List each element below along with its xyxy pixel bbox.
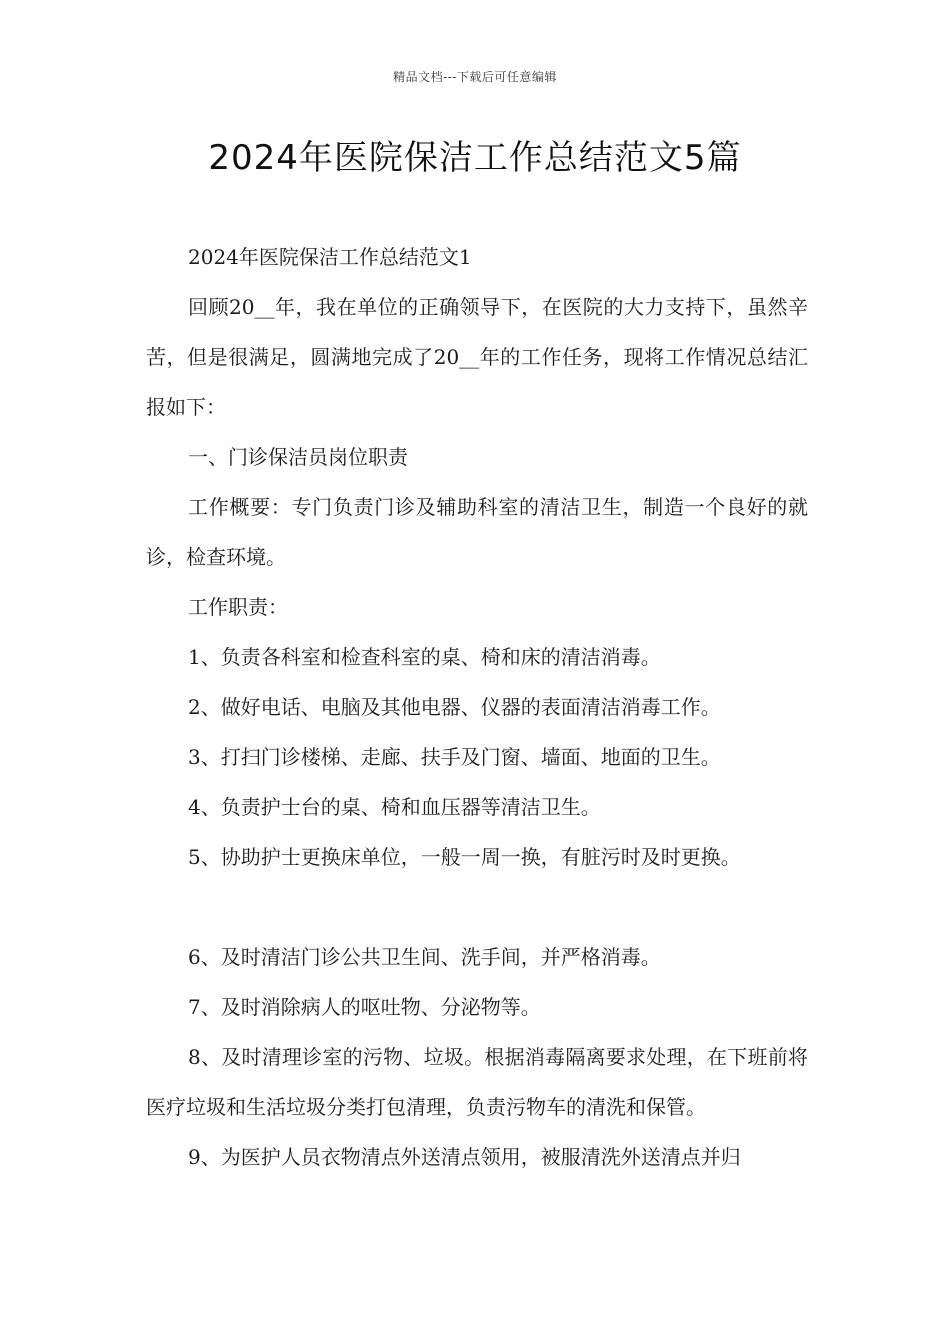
duty-item: 2、做好电话、电脑及其他电器、仪器的表面清洁消毒工作。 — [188, 695, 721, 719]
section-heading: 2024年医院保洁工作总结范文1 — [188, 245, 472, 269]
duty-item: 8、及时清理诊室的污物、垃圾。根据消毒隔离要求处理，在下班前将医疗垃圾和生活垃圾分类打包清理，负责污物车的清洗和保管。 — [146, 1045, 808, 1119]
paragraph-overview: 工作概要：专门负责门诊及辅助科室的清洁卫生，制造一个良好的就诊，检查环境。 — [146, 495, 808, 569]
duty-item: 5、协助护士更换床单位，一般一周一换，有脏污时及时更换。 — [188, 845, 741, 869]
duty-item: 3、打扫门诊楼梯、走廊、扶手及门窗、墙面、地面的卫生。 — [188, 745, 721, 769]
paragraph-intro: 回顾20__年，我在单位的正确领导下，在医院的大力支持下，虽然辛苦，但是很满足，圆满地完成了20__年的工作任务，现将工作情况总结汇报如下： — [146, 295, 808, 419]
document-title: 2024年医院保洁工作总结范文5篇 — [208, 138, 742, 178]
duty-item: 7、及时消除病人的呕吐物、分泌物等。 — [188, 995, 541, 1019]
document-body — [146, 232, 808, 1182]
duty-item: 9、为医护人员衣物清点外送清点领用，被服清洗外送清点并归 — [188, 1145, 741, 1169]
duties-label: 工作职责： — [188, 595, 288, 619]
subsection-heading: 一、门诊保洁员岗位职责 — [188, 445, 408, 469]
duty-item: 1、负责各科室和检查科室的桌、椅和床的清洁消毒。 — [188, 645, 661, 669]
header-note: 精品文档---下载后可任意编辑 — [393, 70, 557, 84]
duty-item: 6、及时清洁门诊公共卫生间、洗手间，并严格消毒。 — [188, 945, 661, 969]
duty-item: 4、负责护士台的桌、椅和血压器等清洁卫生。 — [188, 795, 601, 819]
